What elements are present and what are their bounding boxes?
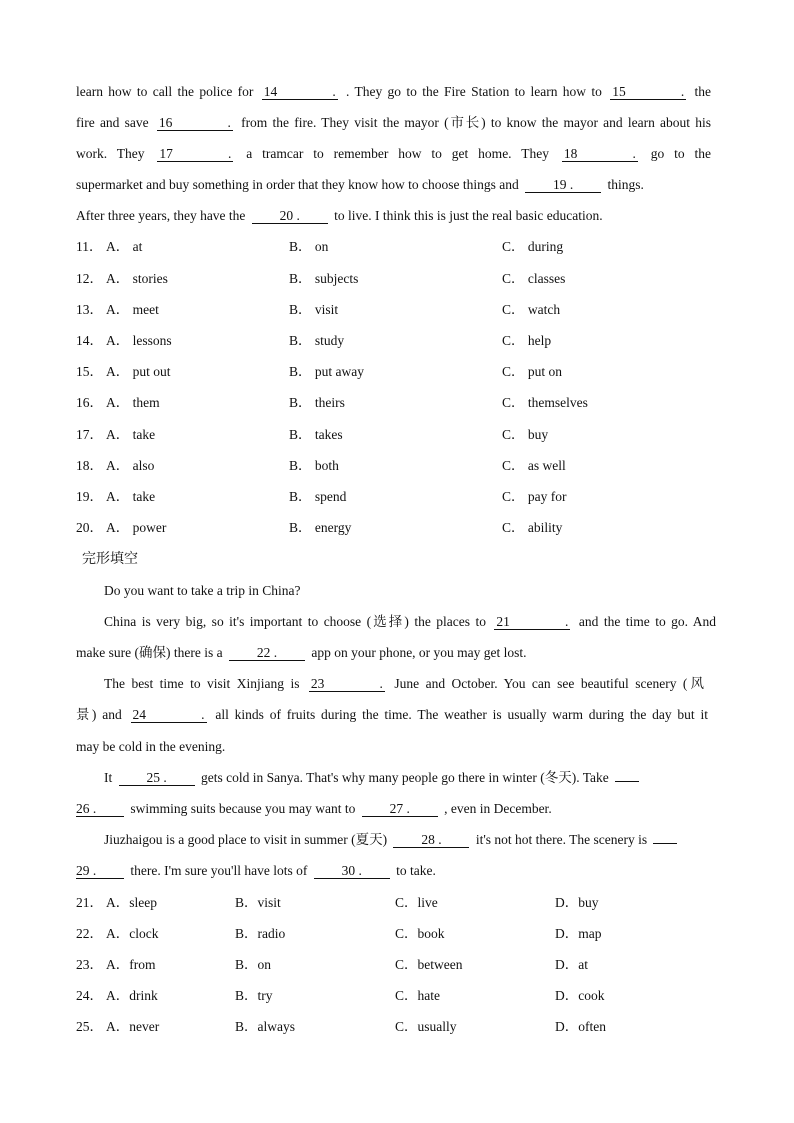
answer-blank: 16 . — [158, 115, 231, 130]
passage-text: all kinds of fruits during the time. The weather is usually warm during the day but it — [209, 707, 708, 722]
option-b[interactable]: B．visit — [235, 895, 281, 910]
passage-text: a tramcar to remember how to get home. They — [236, 146, 559, 161]
passage-line — [76, 644, 716, 662]
question-row — [76, 1018, 776, 1036]
answer-blank: 17 . — [159, 146, 232, 161]
answer-blank: 29 . — [76, 864, 124, 879]
option-b[interactable]: B． subjects — [289, 271, 359, 286]
question-row — [76, 925, 776, 943]
option-c[interactable]: C． pay for — [502, 489, 567, 504]
question-number: 16． — [76, 395, 103, 410]
option-c[interactable]: C．usually — [395, 1019, 457, 1034]
option-c[interactable]: C． put on — [502, 364, 563, 379]
passage-text: to live. I think this is just the real basic education. — [330, 208, 603, 223]
option-c[interactable]: C．between — [395, 957, 463, 972]
answer-blank: 22 . — [229, 646, 305, 661]
question-number: 15． — [76, 364, 103, 379]
option-a[interactable]: A． stories — [106, 271, 168, 286]
passage-text: supermarket and buy something in order that they know how to choose things and — [76, 177, 523, 192]
passage-text: gets cold in Sanya. That's why many people go there in winter (冬天). Take — [197, 770, 613, 785]
question-row — [76, 488, 776, 506]
question-number: 23． — [76, 957, 103, 972]
option-a[interactable]: A． put out — [106, 364, 171, 379]
passage-text: things. — [604, 177, 644, 192]
passage-line — [76, 145, 711, 163]
option-c[interactable]: C． watch — [502, 302, 561, 317]
option-b[interactable]: B．try — [235, 988, 273, 1003]
answer-blank: 28 . — [393, 833, 469, 848]
option-c[interactable]: C． buy — [502, 427, 549, 442]
passage-text: it's not hot there. The scenery is — [472, 832, 651, 847]
option-a[interactable]: A． also — [106, 458, 155, 473]
option-b[interactable]: B． visit — [289, 302, 339, 317]
passage-text: , even in December. — [440, 801, 552, 816]
passage-line — [76, 862, 716, 880]
blank-underline — [653, 843, 677, 844]
question-number: 25． — [76, 1019, 103, 1034]
question-row — [76, 301, 776, 319]
passage-text: . They go to the Fire Station to learn how to — [340, 84, 608, 99]
question-row — [76, 332, 776, 350]
passage-line: may be cold in the evening. — [76, 739, 226, 754]
option-a[interactable]: A． power — [106, 520, 167, 535]
option-a[interactable]: A．drink — [106, 988, 158, 1003]
option-a[interactable]: A．never — [106, 1019, 160, 1034]
answer-blank: 25 . — [119, 771, 195, 786]
passage-text: It — [104, 770, 116, 785]
answer-blank: 21 . — [496, 614, 569, 629]
option-a[interactable]: A． take — [106, 489, 156, 504]
answer-blank: 30 . — [314, 864, 390, 879]
question-row — [76, 519, 776, 537]
option-c[interactable]: C．live — [395, 895, 438, 910]
option-c[interactable]: C．book — [395, 926, 445, 941]
option-b[interactable]: B． spend — [289, 489, 347, 504]
answer-blank: 15 . — [612, 84, 685, 99]
question-number: 11． — [76, 239, 103, 254]
option-d[interactable]: D．map — [555, 926, 602, 941]
option-d[interactable]: D．at — [555, 957, 588, 972]
option-a[interactable]: A． take — [106, 427, 156, 442]
option-d[interactable]: D．cook — [555, 988, 605, 1003]
passage-text: The best time to visit Xinjiang is — [104, 676, 306, 691]
answer-blank: 14 . — [263, 84, 336, 99]
question-number: 24． — [76, 988, 103, 1003]
passage-text: there. I'm sure you'll have lots of — [127, 863, 311, 878]
passage-text: learn how to call the police for — [76, 84, 259, 99]
question-number: 19． — [76, 489, 103, 504]
passage-text: 景) and — [76, 707, 128, 722]
passage-line — [76, 706, 708, 724]
option-d[interactable]: D．buy — [555, 895, 599, 910]
option-b[interactable]: B． on — [289, 239, 329, 254]
passage-line — [104, 831, 744, 849]
passage-text: Jiuzhaigou is a good place to visit in summer (夏天) — [104, 832, 391, 847]
passage-text: app on your phone, or you may get lost. — [307, 645, 527, 660]
question-row — [76, 394, 776, 412]
passage-text: work. They — [76, 146, 155, 161]
question-number: 20． — [76, 520, 103, 535]
option-a[interactable]: A． lessons — [106, 333, 172, 348]
option-d[interactable]: D．often — [555, 1019, 606, 1034]
option-b[interactable]: B．on — [235, 957, 272, 972]
question-row — [76, 956, 776, 974]
option-b[interactable]: B． theirs — [289, 395, 345, 410]
question-row — [76, 894, 776, 912]
answer-blank: 27 . — [362, 802, 438, 817]
question-number: 22． — [76, 926, 103, 941]
passage-text: make sure (确保) there is a — [76, 645, 226, 660]
passage-line — [104, 675, 704, 693]
option-b[interactable]: B． put away — [289, 364, 364, 379]
passage-text: China is very big, so it's important to choose (选择) the places to — [104, 614, 492, 629]
answer-blank: 20 . — [252, 209, 328, 224]
answer-blank: 18 . — [563, 146, 636, 161]
question-row — [76, 426, 776, 444]
passage-text: go to the — [640, 146, 711, 161]
option-c[interactable]: C．hate — [395, 988, 440, 1003]
option-b[interactable]: B． both — [289, 458, 339, 473]
question-row — [76, 238, 776, 256]
passage-line — [104, 613, 716, 631]
option-a[interactable]: A．clock — [106, 926, 159, 941]
passage-text: After three years, they have the — [76, 208, 249, 223]
blank-underline — [615, 781, 639, 782]
option-b[interactable]: B． takes — [289, 427, 343, 442]
passage-text: from the fire. They visit the mayor (市长) to know the mayor and learn about his — [235, 115, 711, 130]
option-a[interactable]: A．from — [106, 957, 156, 972]
question-number: 21． — [76, 895, 103, 910]
section-title: 完形填空 — [82, 551, 138, 567]
passage-text: to take. — [392, 863, 436, 878]
passage-text: and the time to go. And — [573, 614, 717, 629]
option-a[interactable]: A． at — [106, 239, 143, 254]
option-a[interactable]: A．sleep — [106, 895, 157, 910]
passage-line — [76, 83, 711, 101]
passage-line — [104, 769, 744, 787]
question-number: 17． — [76, 427, 103, 442]
option-b[interactable]: B． study — [289, 333, 345, 348]
passage-text: swimming suits because you may want to — [127, 801, 359, 816]
passage-line: Do you want to take a trip in China? — [104, 583, 301, 598]
passage-text: June and October. You can see beautiful scenery (风 — [387, 676, 705, 691]
passage-line — [76, 207, 716, 225]
option-b[interactable]: B．always — [235, 1019, 295, 1034]
option-a[interactable]: A． them — [106, 395, 160, 410]
option-b[interactable]: B． energy — [289, 520, 352, 535]
question-number: 13． — [76, 302, 103, 317]
question-row — [76, 363, 776, 381]
option-c[interactable]: C． ability — [502, 520, 563, 535]
question-number: 12． — [76, 271, 103, 286]
option-b[interactable]: B．radio — [235, 926, 286, 941]
passage-text: fire and save — [76, 115, 154, 130]
option-c[interactable]: C． themselves — [502, 395, 588, 410]
question-row — [76, 270, 776, 288]
option-c[interactable]: C． help — [502, 333, 552, 348]
passage-line — [76, 176, 716, 194]
passage-line — [76, 800, 716, 818]
passage-line — [76, 114, 711, 132]
answer-blank: 24 . — [132, 707, 205, 722]
option-c[interactable]: C． as well — [502, 458, 566, 473]
answer-blank: 26 . — [76, 802, 124, 817]
passage-text: the — [689, 84, 712, 99]
option-c[interactable]: C． classes — [502, 271, 566, 286]
question-number: 14． — [76, 333, 103, 348]
option-a[interactable]: A． meet — [106, 302, 159, 317]
question-row — [76, 987, 776, 1005]
answer-blank: 19 . — [525, 178, 601, 193]
question-row — [76, 457, 776, 475]
answer-blank: 23 . — [310, 676, 383, 691]
option-c[interactable]: C． during — [502, 239, 564, 254]
question-number: 18． — [76, 458, 103, 473]
